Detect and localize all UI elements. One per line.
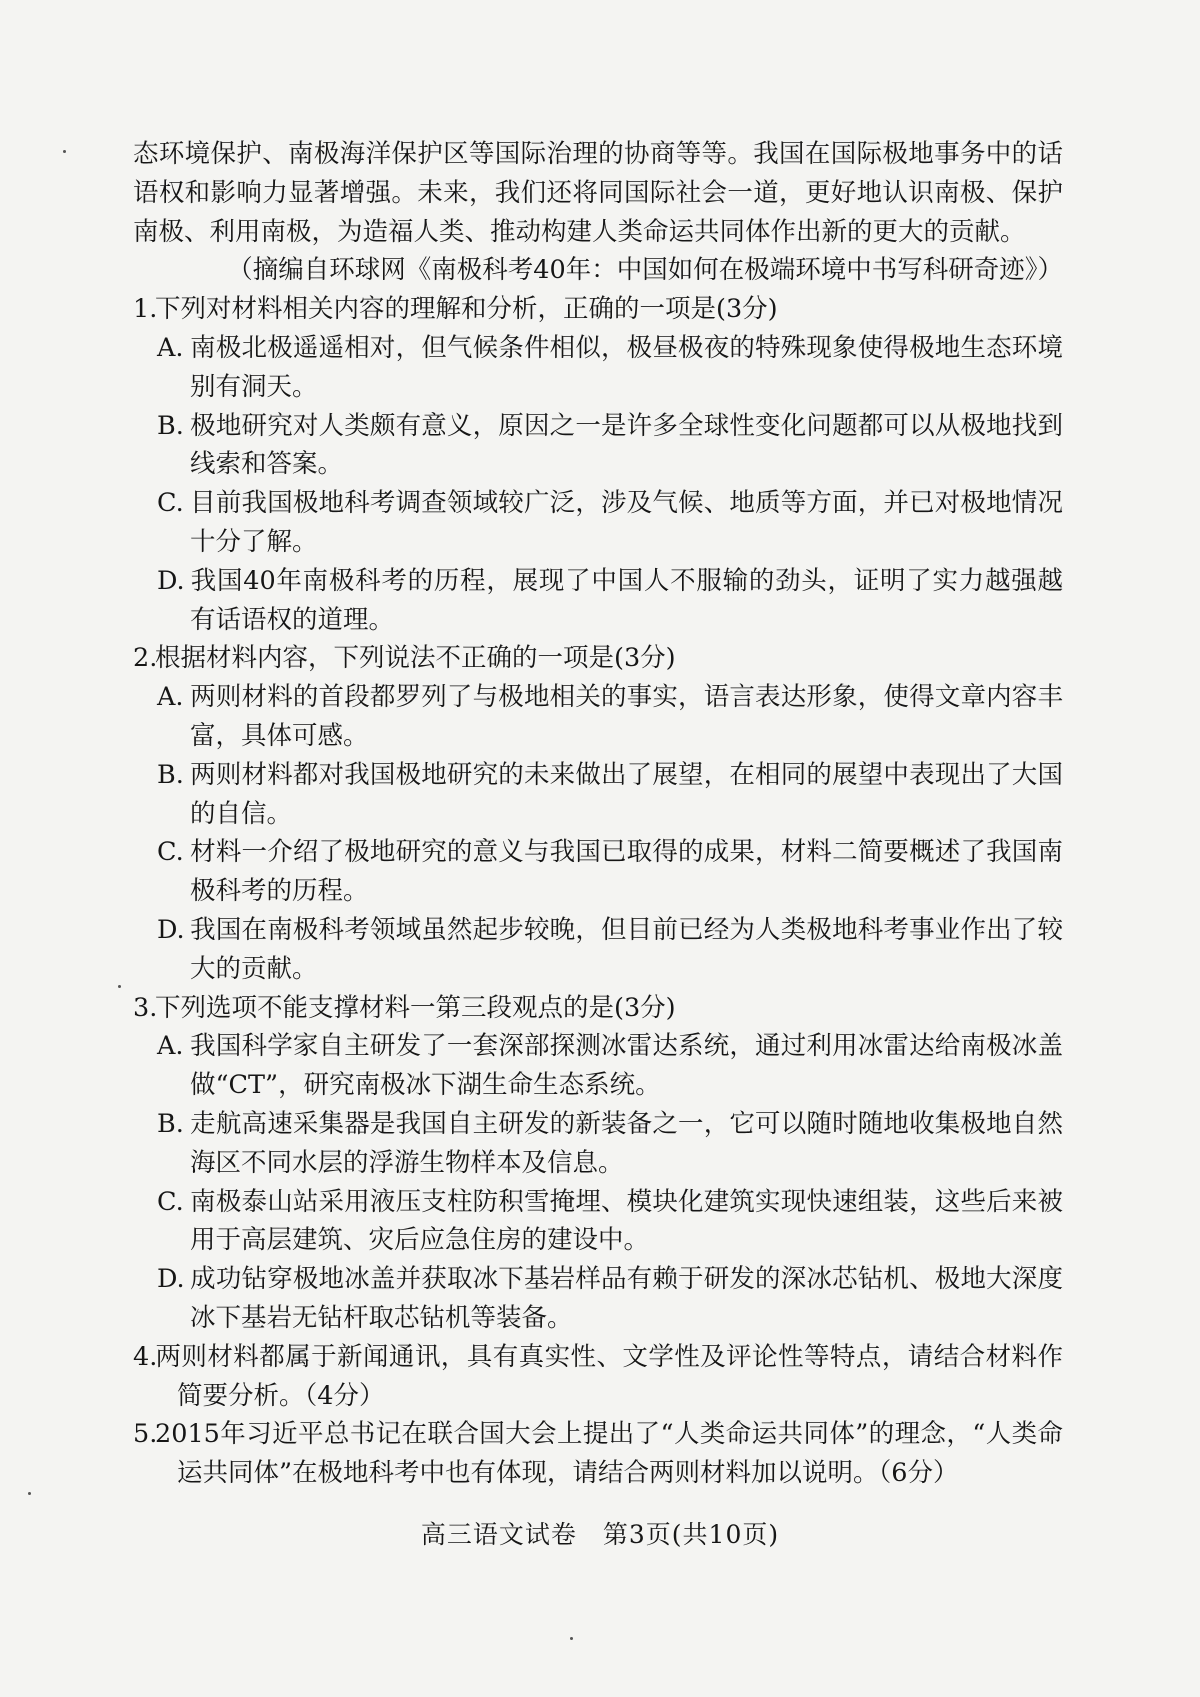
question-stem-text: 根据材料内容，下列说法不正确的一项是(3分) — [155, 643, 676, 674]
question-stem — [133, 639, 1063, 678]
question-stem — [133, 1415, 1063, 1493]
option-label: B. — [157, 410, 184, 441]
intro-paragraph: 态环境保护、南极海洋保护区等国际治理的协商等等。我国在国际极地事务中的话语权和影响力显著增强。未来，我们还将同国际社会一道，更好地认识南极、保护南极、利用南极，为造福人类、推动构建人类命运共同体作出新的更大的贡献。 — [133, 139, 1063, 247]
page-content — [133, 135, 1063, 1493]
option-text: 材料一介绍了极地研究的意义与我国已取得的成果，材料二简要概述了我国南极科考的历程。 — [190, 837, 1063, 907]
scan-speck — [28, 1492, 31, 1495]
option-a — [133, 678, 1063, 756]
option-text: 南极北极遥遥相对，但气候条件相似，极昼极夜的特殊现象使得极地生态环境别有洞天。 — [190, 332, 1063, 402]
option-d — [133, 562, 1063, 640]
question-5 — [133, 1415, 1063, 1493]
option-label: B. — [157, 1108, 184, 1139]
question-3 — [133, 989, 1063, 1338]
question-stem — [133, 989, 1063, 1028]
option-d — [133, 1260, 1063, 1338]
question-4 — [133, 1338, 1063, 1416]
option-a — [133, 329, 1063, 407]
option-b — [133, 756, 1063, 834]
option-b — [133, 1105, 1063, 1183]
option-a — [133, 1027, 1063, 1105]
option-text: 南极泰山站采用液压支柱防积雪掩埋、模块化建筑实现快速组装，这些后来被用于高层建筑、灾后应急住房的建设中。 — [190, 1186, 1063, 1256]
question-number: 1. — [133, 294, 158, 325]
option-text: 目前我国极地科考调查领域较广泛，涉及气候、地质等方面，并已对极地情况十分了解。 — [190, 488, 1063, 557]
option-text: 走航高速采集器是我国自主研发的新装备之一，它可以随时随地收集极地自然海区不同水层的浮游生物样本及信息。 — [190, 1108, 1063, 1178]
option-label: C. — [157, 837, 184, 868]
option-label: D. — [157, 1264, 185, 1295]
option-text: 两则材料都对我国极地研究的未来做出了展望，在相同的展望中表现出了大国的自信。 — [190, 759, 1063, 829]
question-number: 5. — [133, 1419, 158, 1450]
question-2 — [133, 639, 1063, 988]
option-label: A. — [157, 1031, 184, 1062]
option-text: 成功钻穿极地冰盖并获取冰下基岩样品有赖于研发的深冰芯钻机、极地大深度冰下基岩无钻杆取芯钻机等装备。 — [190, 1264, 1063, 1333]
option-label: A. — [157, 682, 184, 713]
question-1 — [133, 290, 1063, 639]
option-d — [133, 911, 1063, 989]
question-stem-text: 两则材料都属于新闻通讯，具有真实性、文学性及评论性等特点，请结合材料作简要分析。（4分） — [155, 1341, 1063, 1411]
question-stem-text: 下列选项不能支撑材料一第三段观点的是(3分) — [155, 992, 676, 1023]
option-text: 我国40年南极科考的历程，展现了中国人不服输的劲头，证明了实力越强越有话语权的道理。 — [190, 565, 1063, 635]
option-text: 极地研究对人类颇有意义，原因之一是许多全球性变化问题都可以从极地找到线索和答案。 — [190, 410, 1063, 480]
option-c — [133, 1183, 1063, 1261]
option-label: D. — [157, 565, 185, 596]
option-b — [133, 407, 1063, 485]
option-label: C. — [157, 488, 184, 519]
scan-speck — [118, 985, 121, 988]
option-c — [133, 484, 1063, 562]
option-label: B. — [157, 759, 184, 790]
question-stem — [133, 1338, 1063, 1416]
option-label: D. — [157, 914, 185, 945]
scan-speck — [63, 150, 66, 153]
question-stem-text: 2015年习近平总书记在联合国大会上提出了“人类命运共同体”的理念，“人类命运共同体”在极地科考中也有体现，请结合两则材料加以说明。（6分） — [155, 1419, 1063, 1489]
option-label: A. — [157, 332, 184, 363]
scan-speck — [570, 1637, 573, 1640]
option-text: 我国在南极科考领域虽然起步较晚，但目前已经为人类极地科考事业作出了较大的贡献。 — [190, 914, 1063, 984]
option-c — [133, 833, 1063, 911]
question-list — [133, 290, 1063, 1493]
question-number: 3. — [133, 992, 158, 1023]
question-stem-text: 下列对材料相关内容的理解和分析，正确的一项是(3分) — [155, 294, 778, 325]
question-stem — [133, 290, 1063, 329]
page-footer: 高三语文试卷 第3页(共10页) — [420, 1520, 780, 1549]
option-text: 我国科学家自主研发了一套深部探测冰雷达系统，通过利用冰雷达给南极冰盖做“CT”，研究南极冰下湖生命生态系统。 — [190, 1031, 1063, 1101]
option-text: 两则材料的首段都罗列了与极地相关的事实，语言表达形象，使得文章内容丰富，具体可感。 — [190, 682, 1063, 751]
question-number: 4. — [133, 1341, 158, 1372]
source-citation: （摘编自环球网《南极科考40年：中国如何在极端环境中书写科研奇迹》） — [227, 255, 1063, 286]
option-label: C. — [157, 1186, 184, 1217]
question-number: 2. — [133, 643, 158, 674]
